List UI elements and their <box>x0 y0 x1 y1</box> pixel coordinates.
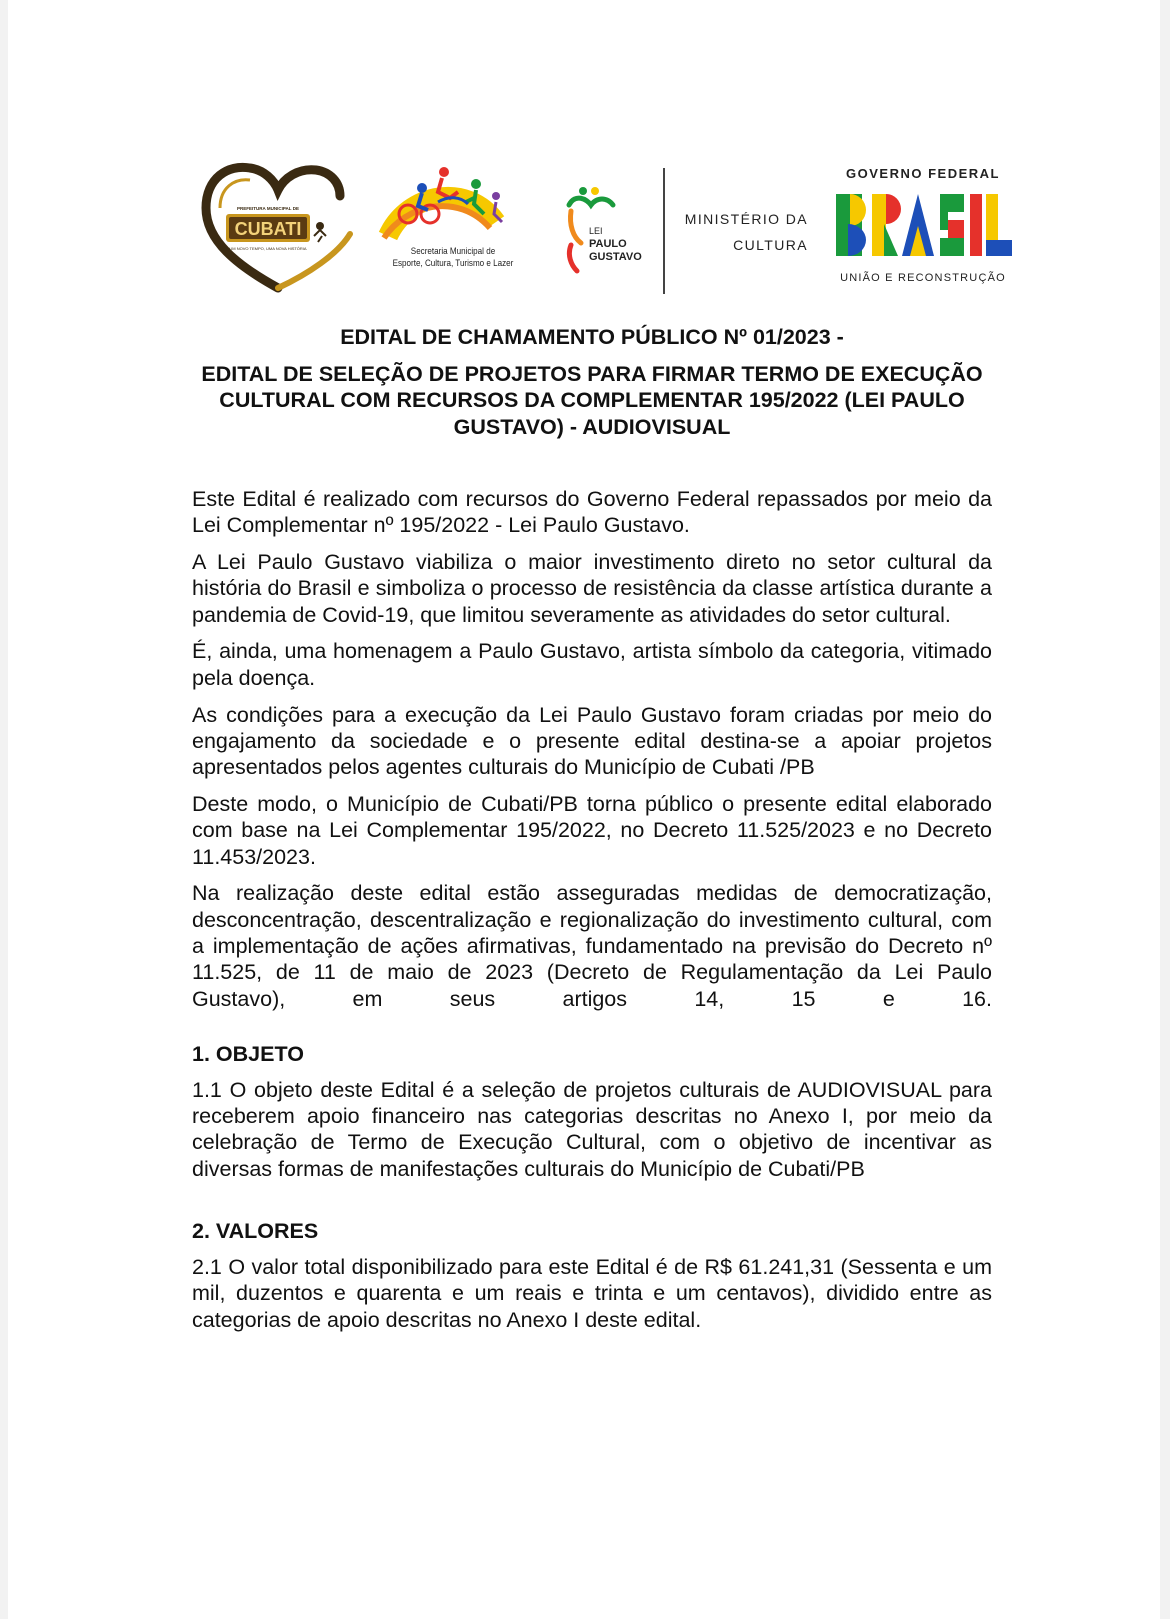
section-objeto-heading: 1. OBJETO <box>192 1041 304 1066</box>
ministerio-line1: MINISTÉRIO DA <box>684 211 808 227</box>
edital-subject-title: EDITAL DE SELEÇÃO DE PROJETOS PARA FIRMAR TERMO DE EXECUÇÃO CULTURAL COM RECURSOS DA COMPLEMENTAR 195/2022 (LEI PAULO GUSTAVO) - AUDIOVISUAL <box>201 361 983 439</box>
cubati-logo-name: CUBATI <box>234 219 302 239</box>
lpg-logo-gustavo: GUSTAVO <box>589 251 642 263</box>
intro-paragraph-4: As condições para a execução da Lei Paulo Gustavo foram criadas por meio do engajamento da sociedade e o presente edital destina-se a apoiar projetos apresentados pelos agentes culturais do Município de Cubati /PB <box>192 702 992 780</box>
section-objeto-text: 1.1 O objeto deste Edital é a seleção de projetos culturais de AUDIOVISUAL para receberem apoio financeiro nas categorias descritas no Anexo I, por meio da celebração de Termo de Execução Cultural, com o objetivo de incentivar as diversas formas de manifestações culturais do Município de Cubati/PB <box>192 1077 992 1181</box>
secretaria-caption <box>389 246 517 270</box>
cubati-logo-top: PREFEITURA MUNICIPAL DE <box>237 206 299 211</box>
logo-divider <box>663 168 665 294</box>
cubati-logo <box>198 156 358 296</box>
intro-paragraph-3: É, ainda, uma homenagem a Paulo Gustavo, artista símbolo da categoria, vitimado pela doença. <box>192 639 992 690</box>
header-logos <box>8 150 1160 310</box>
brasil-wordmark <box>836 190 1012 260</box>
intro-paragraph-6: Na realização deste edital estão asseguradas medidas de democratização, desconcentração, descentralização e regionalização do investimento cultural, com a implementação de ações afirmativas, fundamentado na previsão do Decreto nº 11.525, de 11 de maio de 2023 (Decreto de Regulamentação da Lei Paulo Gustavo), em seus artigos 14, 15 e 16. <box>192 881 992 1011</box>
lei-paulo-gustavo-logo <box>561 185 651 275</box>
section-valores-text: 2.1 O valor total disponibilizado para este Edital é de R$ 61.241,31 (Sessenta e um mil, duzentos e quarenta e um reais e trinta e um centavos), dividido entre as categorias de apoio descritas no Anexo I deste edital. <box>192 1255 992 1332</box>
document-page <box>8 0 1160 1619</box>
intro-paragraph-5: Deste modo, o Município de Cubati/PB torna público o presente edital elaborado com base na Lei Complementar 195/2022, no Decreto 11.525/2023 e no Decreto 11.453/2023. <box>192 791 992 869</box>
secretaria-caption-line2: Esporte, Cultura, Turismo e Lazer <box>392 258 514 269</box>
ministerio-cultura-label <box>668 206 808 258</box>
document-body <box>192 486 992 1343</box>
ministerio-line2: CULTURA <box>733 237 808 253</box>
lpg-logo-lei: LEI <box>589 226 603 236</box>
svg-text:BRASIL: BRASIL <box>836 190 840 191</box>
intro-paragraph-2: A Lei Paulo Gustavo viabiliza o maior investimento direto no setor cultural da história do Brasil e simboliza o processo de resistência da classe artística durante a pandemia de Covid-19, que limitou severamente as atividades do setor cultural. <box>192 550 992 627</box>
edital-number-title: EDITAL DE CHAMAMENTO PÚBLICO Nº 01/2023 - <box>340 325 844 349</box>
governo-federal-label: GOVERNO FEDERAL <box>846 166 1000 181</box>
section-valores-heading: 2. VALORES <box>192 1219 319 1244</box>
document-titles <box>188 324 996 440</box>
lpg-logo-text <box>589 225 642 264</box>
governo-federal-logo <box>828 160 1018 300</box>
secretaria-logo <box>378 162 528 282</box>
intro-paragraph-1: Este Edital é realizado com recursos do Governo Federal repassados por meio da Lei Complementar nº 195/2022 - Lei Paulo Gustavo. <box>192 487 992 538</box>
cubati-logo-slogan: UM NOVO TEMPO, UMA NOVA HISTÓRIA <box>229 246 307 251</box>
lpg-logo-paulo: PAULO <box>589 238 627 250</box>
uniao-reconstrucao-label: UNIÃO E RECONSTRUÇÃO <box>840 272 1006 284</box>
secretaria-caption-line1: Secretaria Municipal de <box>410 246 496 257</box>
